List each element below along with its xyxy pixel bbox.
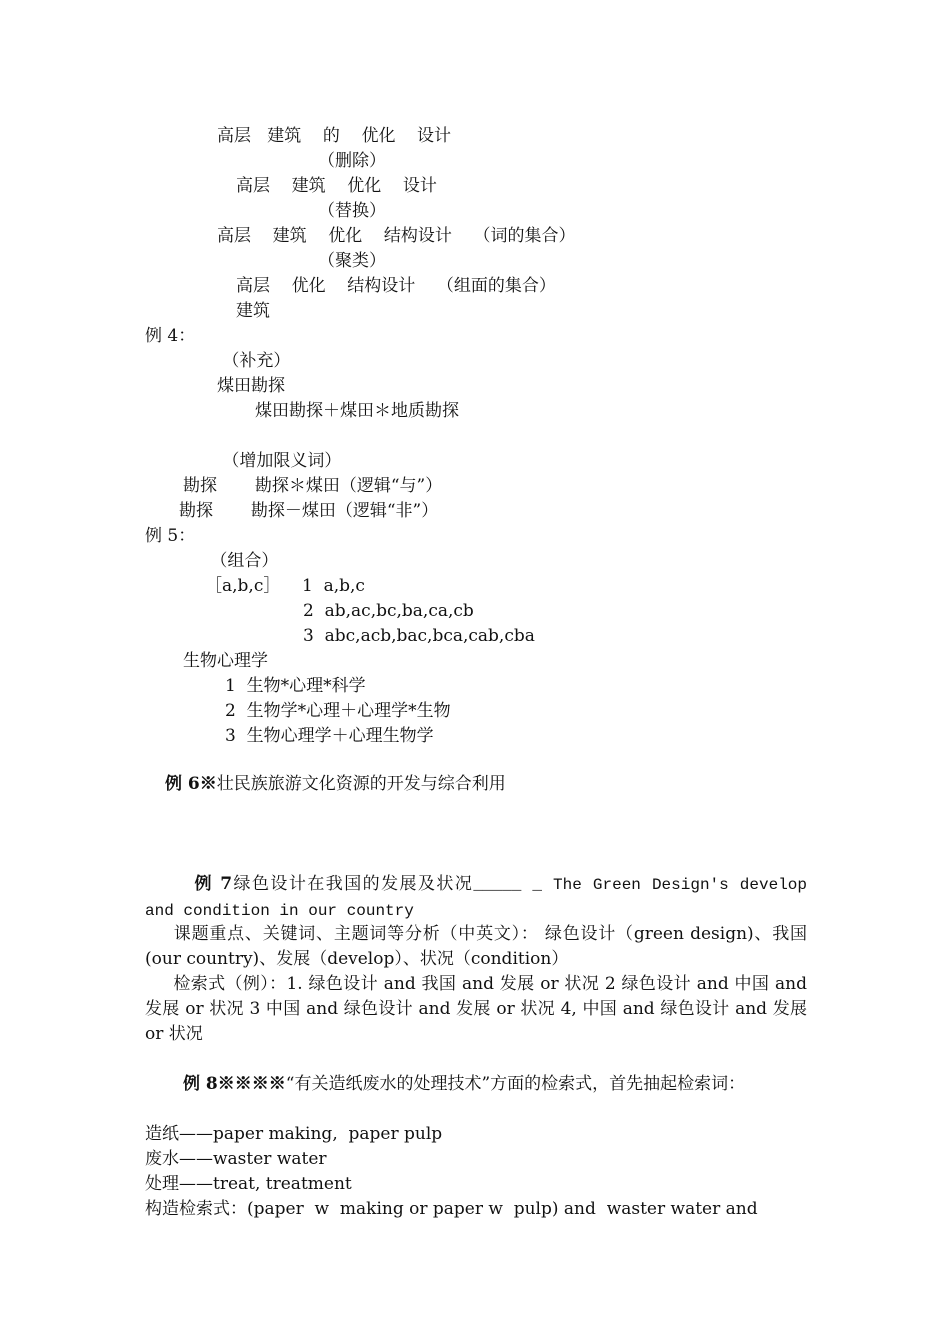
ex7-title-zh: 绿色设计在我国的发展及状况	[232, 874, 474, 894]
ex4-line-6: 勘探 勘探－煤田（逻辑“非”）	[179, 501, 439, 521]
ex6-line	[165, 772, 506, 797]
ex5-line-7: 2 生物学*心理＋心理学*生物	[225, 701, 451, 721]
ex5-line-8: 3 生物心理学＋心理生物学	[225, 726, 434, 746]
ex8-label: 例 8※※※※	[183, 1074, 286, 1094]
ex6-text: 壮民族旅游文化资源的开发与综合利用	[216, 774, 506, 794]
ex5-line-2: ［a,b,c］ 1 a,b,c	[205, 576, 365, 596]
ex5-heading: 例 5：	[145, 526, 196, 546]
ex3-line-5: 高层 建筑 优化 结构设计 （词的集合）	[217, 226, 576, 246]
ex5-line-3: 2 ab,ac,bc,ba,ca,cb	[303, 601, 474, 621]
ex8-paragraph	[145, 1072, 807, 1097]
ex3-line-8: 建筑	[236, 301, 270, 321]
ex7-keywords-text: 课题重点、关键词、主题词等分析（中英文）： 绿色设计（green design)、我国(our country)、发展（develop）、状况（condition）	[145, 924, 807, 969]
ex8-intro: “有关造纸废水的处理技术”方面的检索式，首先抽起检索词：	[285, 1074, 746, 1094]
ex3-line-3: 高层 建筑 优化 设计	[236, 176, 437, 196]
ex7-label: 例 7	[193, 874, 233, 894]
ex7-keywords	[145, 922, 807, 972]
ex4-line-3: 煤田勘探＋煤田＊地质勘探	[255, 401, 459, 421]
ex8-term-1: 造纸——paper making, paper pulp	[145, 1124, 443, 1144]
ex3-line-6: （聚类）	[318, 251, 386, 271]
ex3-line-1: 高层 建筑 的 优化 设计	[217, 126, 452, 146]
ex7-title-en: _____ _ The Green Design's develop and condition in our country	[145, 876, 808, 920]
ex5-line-4: 3 abc,acb,bac,bca,cab,cba	[303, 626, 535, 646]
ex4-heading: 例 4：	[145, 326, 196, 346]
ex4-line-2: 煤田勘探	[217, 376, 285, 396]
ex8-term-4: 构造检索式：(paper w making or paper w pulp) and waster water and	[145, 1199, 758, 1219]
ex3-line-7: 高层 优化 结构设计 （组面的集合）	[236, 276, 556, 296]
ex6-label: 例 6※	[165, 774, 217, 794]
ex4-line-5: 勘探 勘探＊煤田（逻辑“与”）	[183, 476, 443, 496]
ex4-line-1: （补充）	[217, 351, 291, 371]
ex4-line-4: （增加限义词）	[217, 451, 342, 471]
ex5-line-1: （组合）	[205, 551, 279, 571]
ex5-line-5: 生物心理学	[183, 651, 268, 671]
ex8-term-2: 废水——waster water	[145, 1149, 327, 1169]
ex7-paragraph	[145, 872, 807, 924]
ex5-line-6: 1 生物*心理*科学	[225, 676, 366, 696]
ex8-term-3: 处理——treat, treatment	[145, 1174, 352, 1194]
ex7-search-text: 检索式（例）：1. 绿色设计 and 我国 and 发展 or 状况 2 绿色设计 and 中国 and 发展 or 状况 3 中国 and 绿色设计 and 发展 or 状况 4, 中国 and 绿色设计 and 发展 or 状况	[145, 974, 807, 1044]
ex3-line-4: （替换）	[318, 201, 386, 221]
ex3-line-2: （删除）	[318, 151, 386, 171]
ex7-search	[145, 972, 807, 1047]
